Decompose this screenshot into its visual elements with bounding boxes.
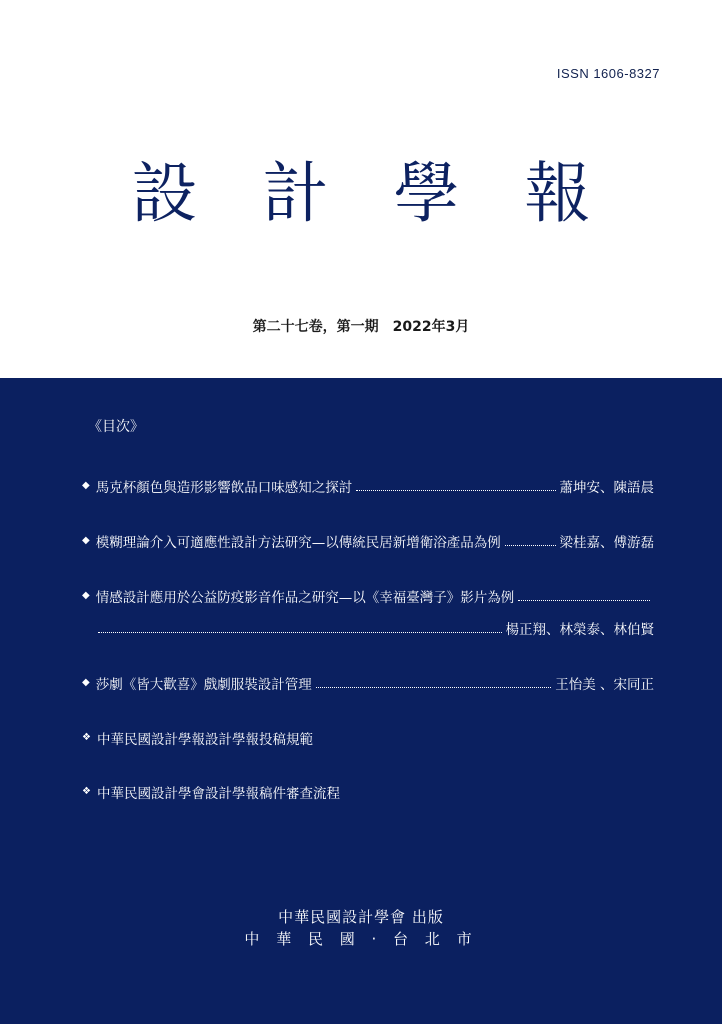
dot-leader	[505, 545, 556, 546]
article-authors: 梁桂嘉、傅游磊	[559, 535, 654, 551]
appendix-title: 中華民國設計學報設計學報投稿規範	[96, 732, 313, 748]
article-authors: 蕭坤安、陳語晨	[559, 480, 654, 496]
article-authors: 楊正翔、林榮泰、林伯賢	[505, 622, 654, 638]
appendix-title: 中華民國設計學會設計學報稿件審查流程	[96, 786, 340, 802]
journal-title: 設 計 學 報	[131, 155, 613, 232]
ornament-bullet-icon: ❖	[82, 786, 91, 797]
toc-heading: 《目次》	[88, 419, 144, 435]
diamond-bullet-icon: ◆	[82, 590, 90, 601]
appendix-entry	[82, 728, 654, 748]
article-title: 莎劇《皆大歡喜》戲劇服裝設計管理	[95, 677, 312, 693]
toc-entry	[82, 673, 654, 693]
toc-entry	[82, 476, 654, 496]
diamond-bullet-icon: ◆	[82, 535, 90, 546]
dot-leader	[98, 632, 502, 633]
dot-leader	[518, 600, 650, 601]
diamond-bullet-icon: ◆	[82, 480, 90, 491]
publisher-location: 中 華 民 國 · 台 北 市	[244, 930, 478, 948]
toc-entry-continuation	[98, 618, 654, 638]
article-authors: 王怡美 、宋同正	[555, 677, 654, 693]
publisher-line: 中華民國設計學會 出版	[278, 908, 444, 926]
ornament-bullet-icon: ❖	[82, 732, 91, 743]
article-title: 模糊理論介入可適應性設計方法研究—以傳統民居新增衛浴產品為例	[95, 535, 501, 551]
issn-number: ISSN 1606-8327	[556, 66, 660, 81]
article-title: 馬克杯顏色與造形影響飲品口味感知之探討	[95, 480, 353, 496]
dot-leader	[316, 687, 552, 688]
cover-top-panel	[0, 0, 722, 378]
appendix-entry	[82, 782, 654, 802]
article-title: 情感設計應用於公益防疫影音作品之研究—以《幸福臺灣子》影片為例	[95, 590, 515, 606]
issue-line: 第二十七卷，第一期 2022年3月	[252, 319, 470, 335]
dot-leader	[356, 490, 555, 491]
toc-entry	[82, 586, 654, 606]
toc-entry	[82, 531, 654, 551]
diamond-bullet-icon: ◆	[82, 677, 90, 688]
